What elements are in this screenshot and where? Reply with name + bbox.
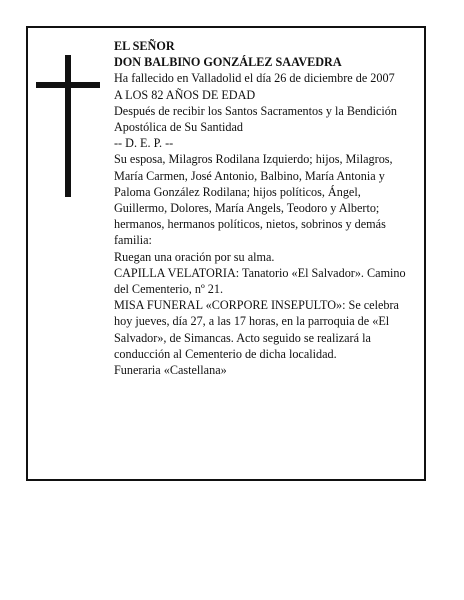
obituary-text (114, 38, 416, 378)
prayer-request: Ruegan una oración por su alma. (114, 249, 275, 264)
deceased-name: DON BALBINO GONZÁLEZ SAAVEDRA (114, 55, 342, 70)
age-line: A LOS 82 AÑOS DE EDAD (114, 87, 256, 102)
rip-line: -- D. E. P. -- (114, 136, 174, 151)
chapel-info: CAPILLA VELATORIA: Tanatorio «El Salvador». Camino del Cementerio, nº 21. (114, 265, 406, 297)
cross-horizontal-bar (36, 82, 100, 88)
notice-title: EL SEÑOR (114, 39, 175, 53)
death-info: Ha fallecido en Valladolid el día 26 de diciembre de 2007 (114, 71, 395, 86)
family-list: Su esposa, Milagros Rodilana Izquierdo; hijos, Milagros, María Carmen, José Antonio, Balbino, María Antonia y Paloma González Rodilana; hijos políticos, Ángel, Guillermo, Dolores, María Angels, Teodoro y Alberto; hermanos, hermanos políticos, nietos, sobrinos y demás familia: (114, 152, 393, 248)
cross-vertical-bar (65, 55, 71, 197)
funeral-mass-info: MISA FUNERAL «CORPORE INSEPULTO»: Se celebra hoy jueves, día 27, a las 17 horas, en la parroquia de «El Salvador», de Simancas. Acto seguido se realizará la conducción al Cementerio de dicha localidad. (114, 298, 399, 361)
sacraments-line: Después de recibir los Santos Sacramentos y la Bendición Apostólica de Su Santidad (114, 103, 397, 135)
latin-cross-icon (36, 55, 100, 197)
funeral-home: Funeraria «Castellana» (114, 363, 227, 378)
